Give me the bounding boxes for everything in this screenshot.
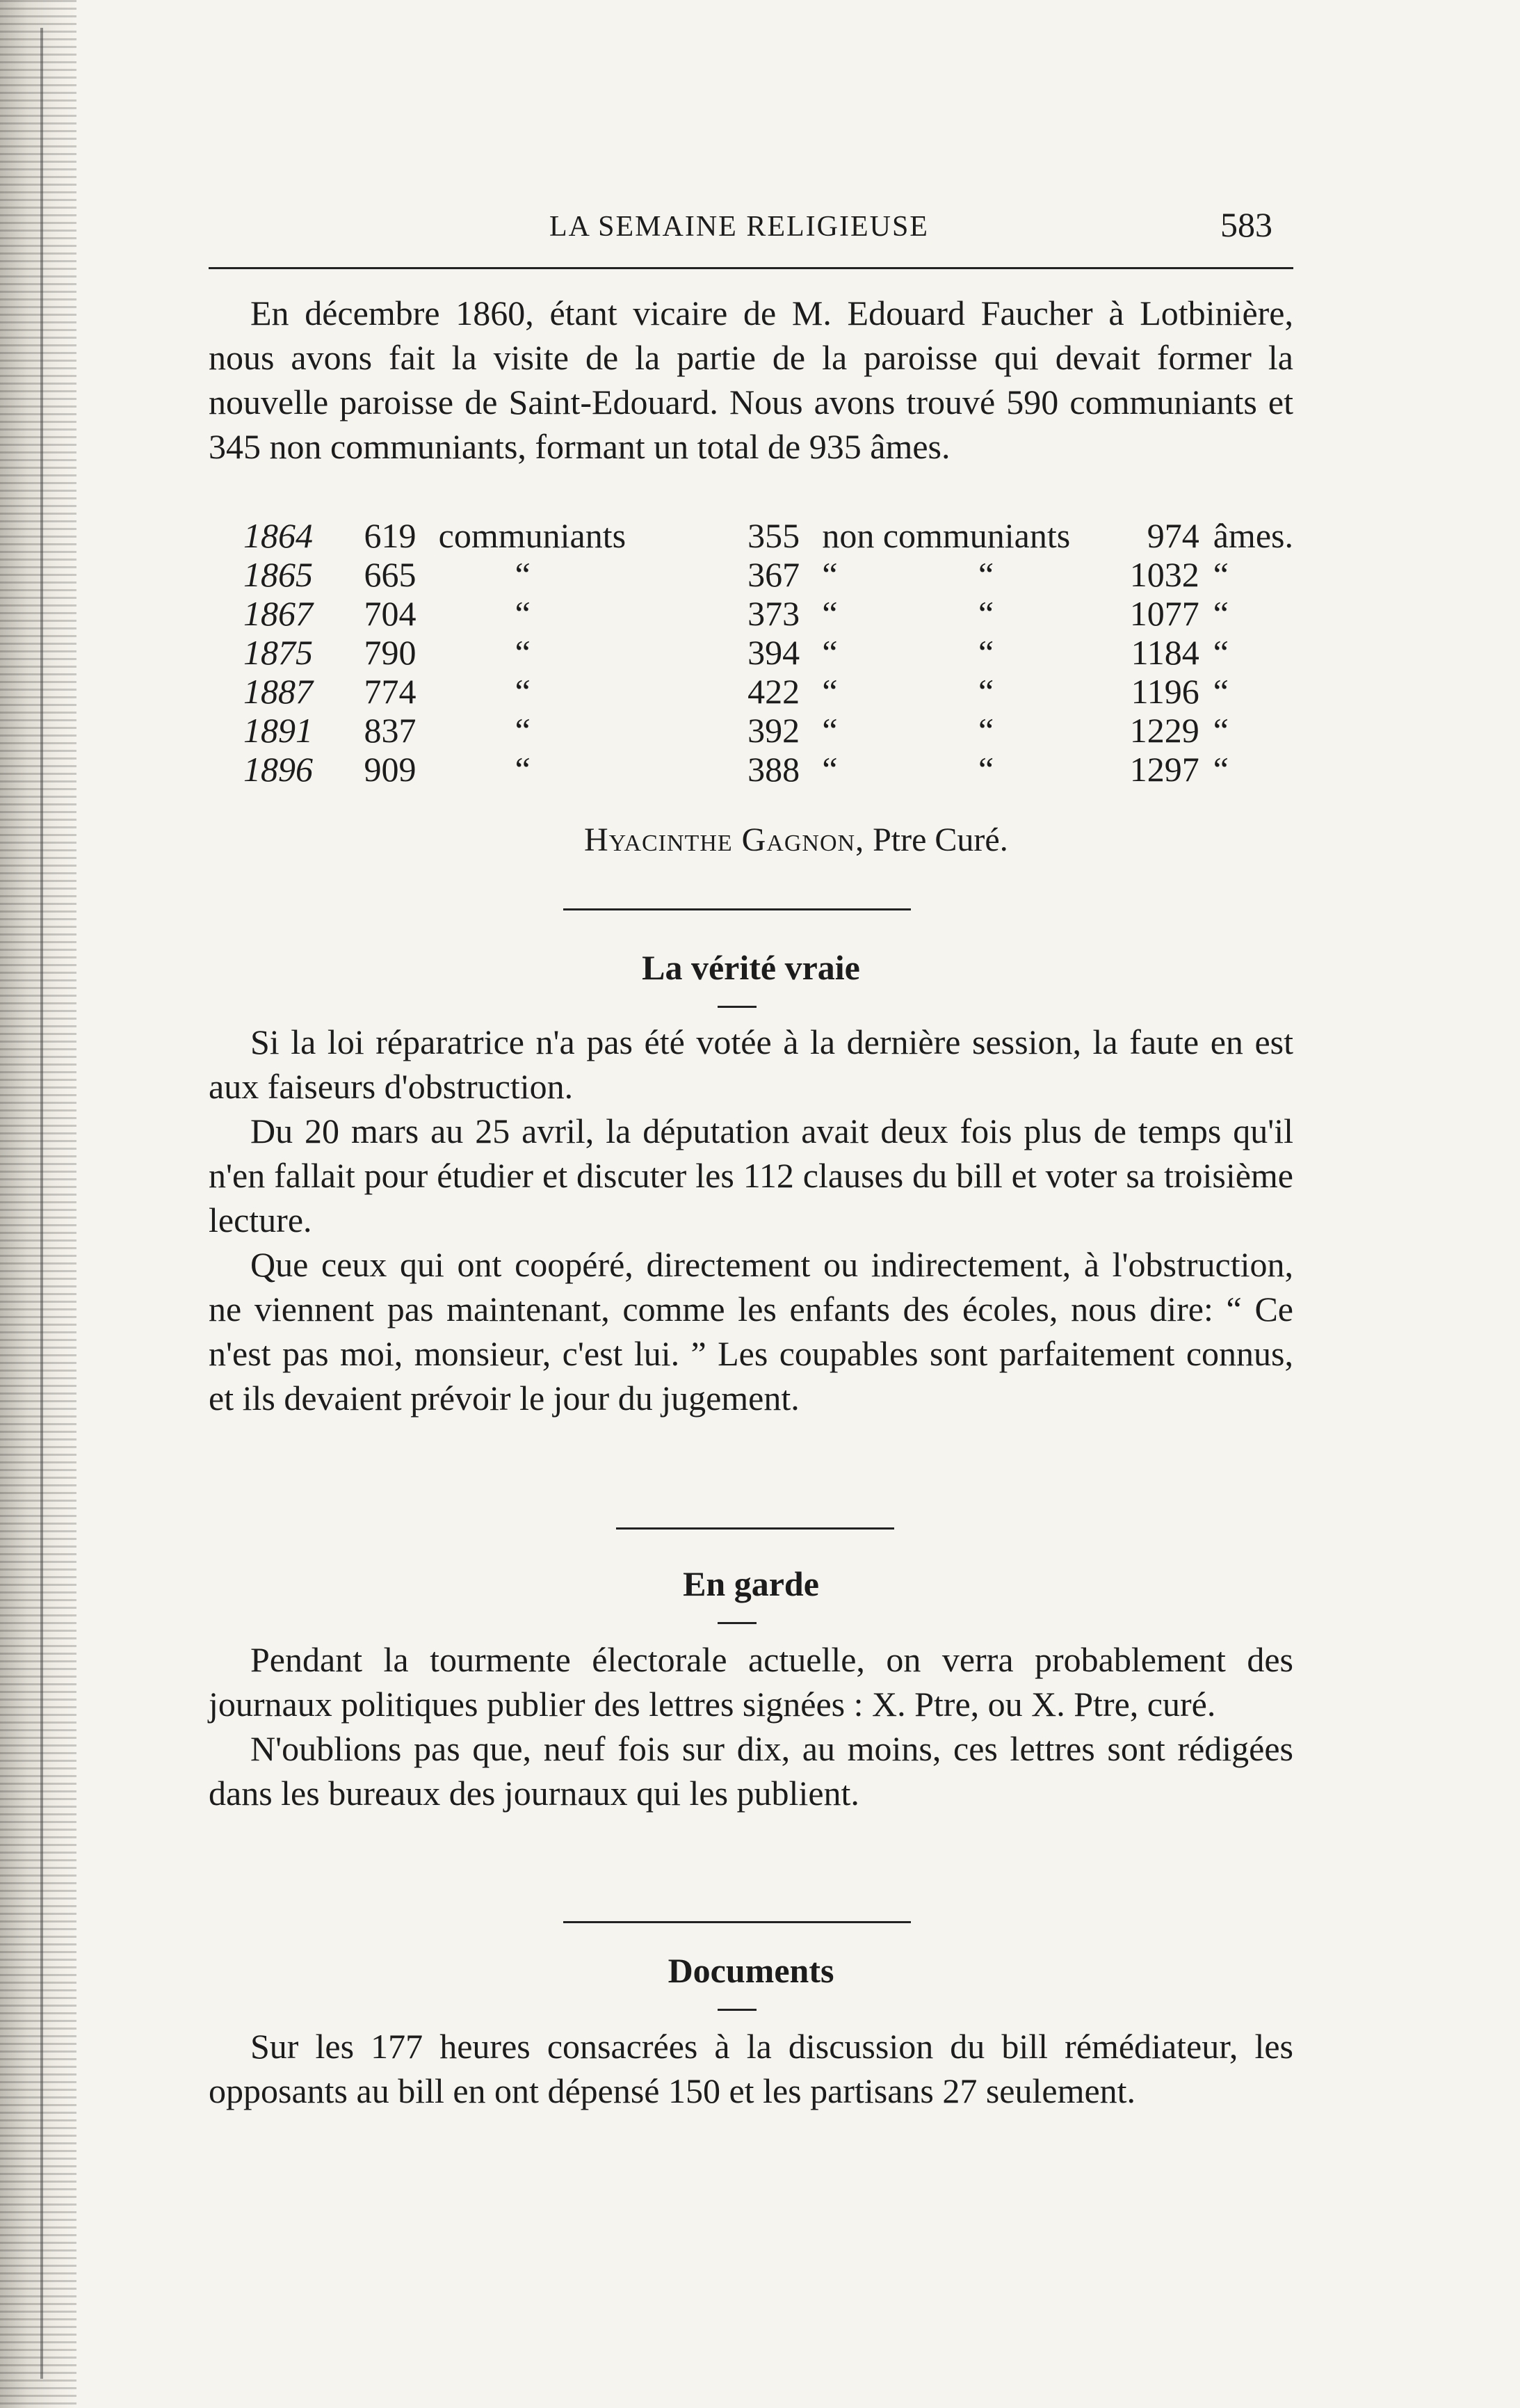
table-row (209, 594, 1293, 633)
year-cell: 1891 (243, 711, 313, 750)
communiants-cell: 665 (364, 555, 417, 594)
total-label: “ (1213, 711, 1229, 750)
communiants-cell: 619 (364, 516, 417, 555)
intro-block (209, 291, 1293, 469)
total-label: âmes. (1213, 516, 1293, 555)
non-communiants-label: “ “ (822, 555, 994, 594)
total-label: “ (1213, 750, 1229, 789)
page-number: 583 (1220, 205, 1272, 244)
heading-dash (718, 1006, 757, 1008)
total-cell: 1184 (1131, 633, 1199, 672)
section-separator (616, 1527, 894, 1530)
year-cell: 1875 (243, 633, 313, 672)
section-separator (563, 1921, 911, 1923)
communiants-cell: 790 (364, 633, 417, 672)
total-label: “ (1213, 672, 1229, 711)
communiants-label: “ (515, 633, 531, 672)
non-communiants-label: “ “ (822, 633, 994, 672)
non-communiants-cell: 355 (747, 516, 800, 555)
header-rule (209, 267, 1293, 269)
section-separator (563, 908, 911, 910)
section-heading-documents: Documents (668, 1951, 834, 1990)
total-label: “ (1213, 594, 1229, 633)
non-communiants-cell: 394 (747, 633, 800, 672)
non-communiants-label: “ “ (822, 750, 994, 789)
paragraph: N'oublions pas que, neuf fois sur dix, au moins, ces lettres sont rédigées dans les bureaux des journaux qui les publient. (209, 1729, 1293, 1813)
heading-dash (718, 2009, 757, 2011)
total-cell: 1032 (1129, 555, 1199, 594)
heading-dash (718, 1622, 757, 1624)
total-label: “ (1213, 555, 1229, 594)
total-cell: 1297 (1129, 750, 1199, 789)
non-communiants-label: “ “ (822, 594, 994, 633)
paragraph: Du 20 mars au 25 avril, la députation avait deux fois plus de temps qu'il n'en fallait pour étudier et discuter les 112 clauses du bill et voter sa troisième lecture. (209, 1111, 1293, 1239)
non-communiants-cell: 373 (747, 594, 800, 633)
non-communiants-cell: 392 (747, 711, 800, 750)
year-cell: 1887 (243, 672, 313, 711)
communiants-label: “ (515, 672, 531, 711)
non-communiants-label: non communiants (822, 516, 1071, 555)
total-cell: 1077 (1129, 594, 1199, 633)
section-heading-verite: La vérité vraie (642, 948, 860, 987)
section-body-verite (209, 1020, 1293, 1420)
total-cell: 974 (1147, 516, 1199, 555)
table-row (209, 555, 1293, 594)
book-binding-edge (0, 0, 76, 2408)
table-row (209, 711, 1293, 750)
communiants-label: “ (515, 750, 531, 789)
intro-paragraph: En décembre 1860, étant vicaire de M. Edouard Faucher à Lotbinière, nous avons fait la visite de la partie de la paroisse qui devait former la nouvelle paroisse de Saint-Edouard. Nous avons trouvé 590 communiants et 345 non communiants, formant un total de 935 âmes. (209, 294, 1293, 466)
communiants-label: “ (515, 711, 531, 750)
census-table (209, 516, 1293, 789)
communiants-cell: 909 (364, 750, 417, 789)
table-row (209, 672, 1293, 711)
binding-gutter-line (40, 28, 43, 2379)
running-title: LA SEMAINE RELIGIEUSE (549, 211, 929, 243)
communiants-cell: 704 (364, 594, 417, 633)
paragraph: Que ceux qui ont coopéré, directement ou indirectement, à l'obstruction, ne viennent pas maintenant, comme les enfants des écoles, nous dire: “ Ce n'est pas moi, monsieur, c'est lui. ” Les coupables sont parfaitement connus, et ils devaient prévoir le jour du jugement. (209, 1245, 1293, 1418)
signature-title: Ptre Curé. (873, 821, 1008, 858)
paragraph: Si la loi réparatrice n'a pas été votée à la dernière session, la faute en est aux faiseurs d'obstruction. (209, 1022, 1293, 1106)
non-communiants-cell: 422 (747, 672, 800, 711)
paragraph: Pendant la tourmente électorale actuelle, on verra probablement des journaux politiques publier des lettres signées : X. Ptre, ou X. Ptre, curé. (209, 1640, 1293, 1724)
non-communiants-cell: 388 (747, 750, 800, 789)
communiants-label: “ (515, 594, 531, 633)
section-body-en-garde (209, 1637, 1293, 1815)
total-label: “ (1213, 633, 1229, 672)
non-communiants-label: “ “ (822, 672, 994, 711)
document-page (209, 0, 1293, 2408)
total-cell: 1229 (1129, 711, 1199, 750)
communiants-label: “ (515, 555, 531, 594)
non-communiants-cell: 367 (747, 555, 800, 594)
communiants-label: communiants (438, 516, 626, 555)
section-heading-en-garde: En garde (683, 1564, 819, 1603)
table-row (209, 516, 1293, 555)
non-communiants-label: “ “ (822, 711, 994, 750)
table-row (209, 750, 1293, 789)
total-cell: 1196 (1131, 672, 1199, 711)
paragraph: Sur les 177 heures consacrées à la discussion du bill rémédiateur, les opposants au bill en ont dépensé 150 et les partisans 27 seulement. (209, 2027, 1293, 2110)
communiants-cell: 774 (364, 672, 417, 711)
signature (584, 821, 1008, 859)
year-cell: 1867 (243, 594, 313, 633)
year-cell: 1865 (243, 555, 313, 594)
table-row (209, 633, 1293, 672)
year-cell: 1864 (243, 516, 313, 555)
communiants-cell: 837 (364, 711, 417, 750)
section-body-documents (209, 2024, 1293, 2113)
signature-name: Hyacinthe Gagnon, (584, 821, 865, 858)
year-cell: 1896 (243, 750, 313, 789)
running-header (209, 202, 1293, 250)
